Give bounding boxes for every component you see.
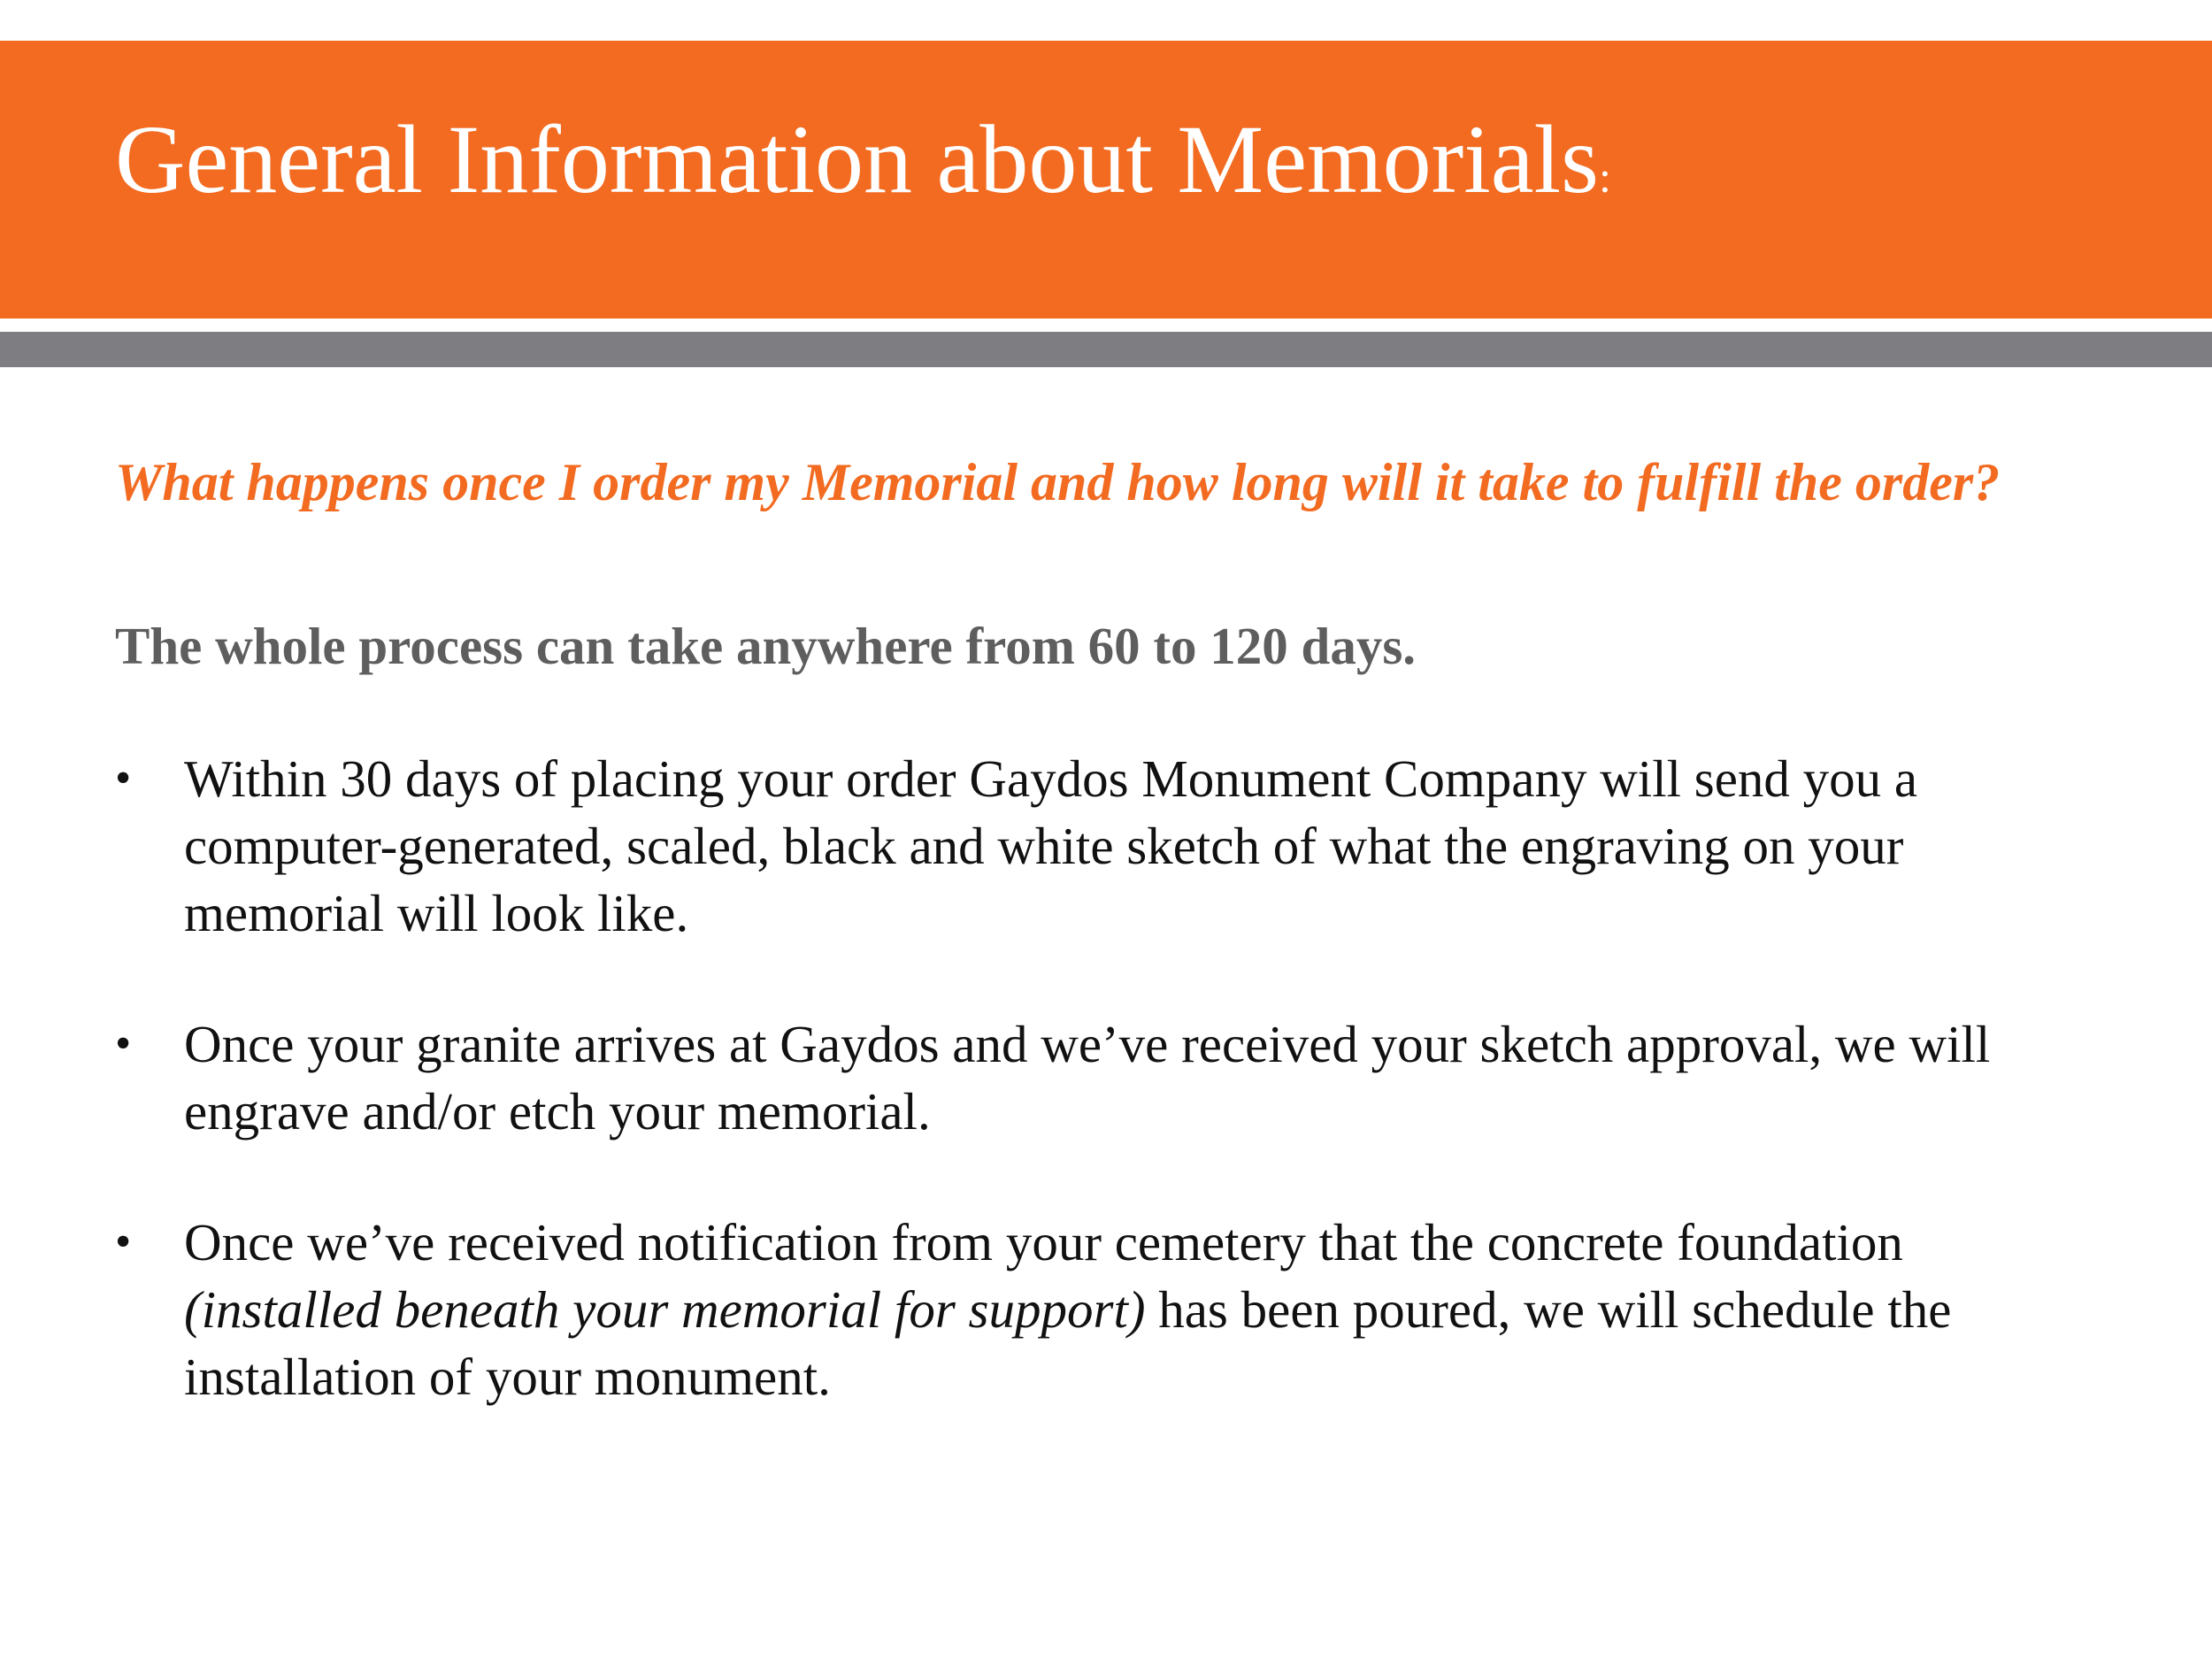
bullet-italic-note: (installed beneath your memorial for support): [184, 1280, 1146, 1339]
summary-text: The whole process can take anywhere from 60 to 120 days.: [115, 617, 1417, 675]
slide-title: [115, 106, 1611, 213]
bullet-text-before: Once we’ve received notification from your cemetery that the concrete foundation: [184, 1213, 1903, 1271]
slide-title-colon: :: [1598, 152, 1611, 202]
bullet-item-sketch: [115, 745, 2097, 947]
divider-band: [0, 332, 2212, 367]
bullet-text-after: has been poured, we will schedule the installation of your monument.: [184, 1280, 1952, 1406]
bullet-icon: •: [115, 1018, 132, 1069]
bullet-icon: •: [115, 753, 132, 803]
bullet-item-engrave: [115, 1010, 2097, 1145]
bullet-icon: •: [115, 1217, 132, 1267]
question-heading: What happens once I order my Memorial and how long will it take to fulfill the order?: [115, 453, 2001, 511]
bullet-item-installation: [115, 1209, 2097, 1410]
slide-title-text: General Information about Memorials: [115, 105, 1599, 213]
slide-content: [115, 447, 2097, 1474]
bullet-text: Once your granite arrives at Gaydos and we’ve received your sketch approval, we will engrave and/or etch your memorial.: [184, 1015, 1991, 1141]
bullet-list: [115, 745, 2097, 1410]
bullet-text: Within 30 days of placing your order Gaydos Monument Company will send you a computer-generated, scaled, black and white sketch of what the engraving on your memorial will look like.: [184, 749, 1918, 942]
